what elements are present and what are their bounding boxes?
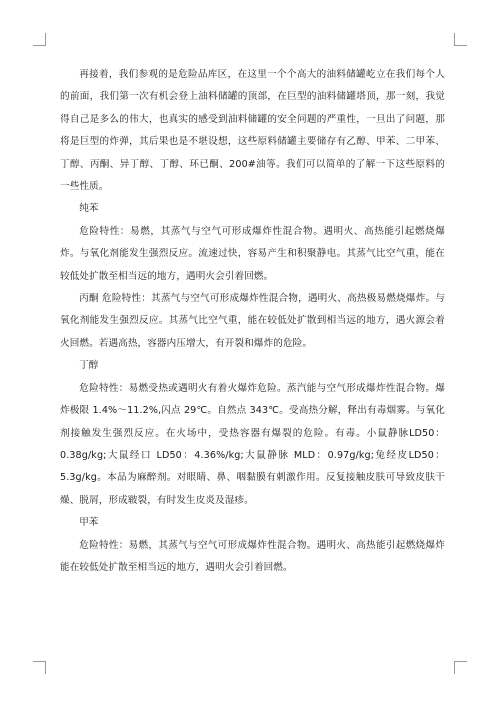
document-body <box>60 64 445 579</box>
benzene-hazard-paragraph: 危险特性：易燃，其蒸气与空气可形成爆炸性混合物。遇明火、高热能引起燃烧爆炸。与氧化剂能发生强烈反应。流速过快，容易产生和积聚静电。其蒸气比空气重，能在较低处扩散至相当远的地方，遇明火会引着回燃。 <box>60 225 445 282</box>
butanol-hazard-paragraph: 危险特性：易燃受热或遇明火有着火爆炸危险。蒸汽能与空气形成爆炸性混合物。爆炸极限 1.4%～11.2%,闪点 29℃。自然点 343℃。受高热分解，释出有毒烟雾。与氧化剂接触发生强烈反应。在火场中，受热容器有爆裂的危险。有毒。小鼠静脉LD50：0.38g/kg;大鼠经口 LD50：4.36%/kg;大鼠静脉 MLD：0.97g/kg;兔经皮LD50：5.3g/kg。本品为麻醉剂。对眼睛、鼻、咽黏膜有刺激作用。反复接触皮肤可导致皮肤干燥、脱屑，形成皲裂，有时发生皮炎及湿疹。 <box>60 382 445 506</box>
intro-paragraph: 再接着，我们参观的是危险品库区，在这里一个个高大的油料储罐屹立在我们每个人的前面，我们第一次有机会登上油料储罐的顶部，在巨型的油料储罐塔顶，那一刻，我觉得自己是多么的伟大，也真实的感受到油料储罐的安全问题的严重性，一旦出了问题，那将是巨型的炸弹，其后果也是不堪设想，这些原料储罐主要储存有乙醇、甲苯、二甲苯、丁醇、丙酮、异丁醇、丁醇、环已酮、200#油等。我们可以简单的了解一下这些原料的一些性质。 <box>60 69 445 193</box>
crop-mark-bottom-right <box>454 661 467 674</box>
crop-mark-bottom-left <box>33 661 46 674</box>
crop-mark-top-left <box>33 33 46 46</box>
crop-mark-top-right <box>454 33 467 46</box>
heading-benzene: 纯苯 <box>79 203 99 215</box>
heading-butanol: 丁醇 <box>79 360 99 372</box>
toluene-hazard-paragraph: 危险特性：易燃，其蒸气与空气可形成爆炸性混合物。遇明火、高热能引起燃烧爆炸能在较低处扩散至相当远的地方，遇明火会引着回燃。 <box>60 539 445 573</box>
heading-toluene: 甲苯 <box>79 517 99 529</box>
acetone-hazard-paragraph: 丙酮 危险特性：其蒸气与空气可形成爆炸性混合物，遇明火、高热极易燃烧爆炸。与氧化剂能发生强烈反应。其蒸气比空气重，能在较低处扩散到相当远的地方，遇火源会着火回燃。若遇高热，容器内压增大，有开裂和爆炸的危险。 <box>60 293 445 349</box>
